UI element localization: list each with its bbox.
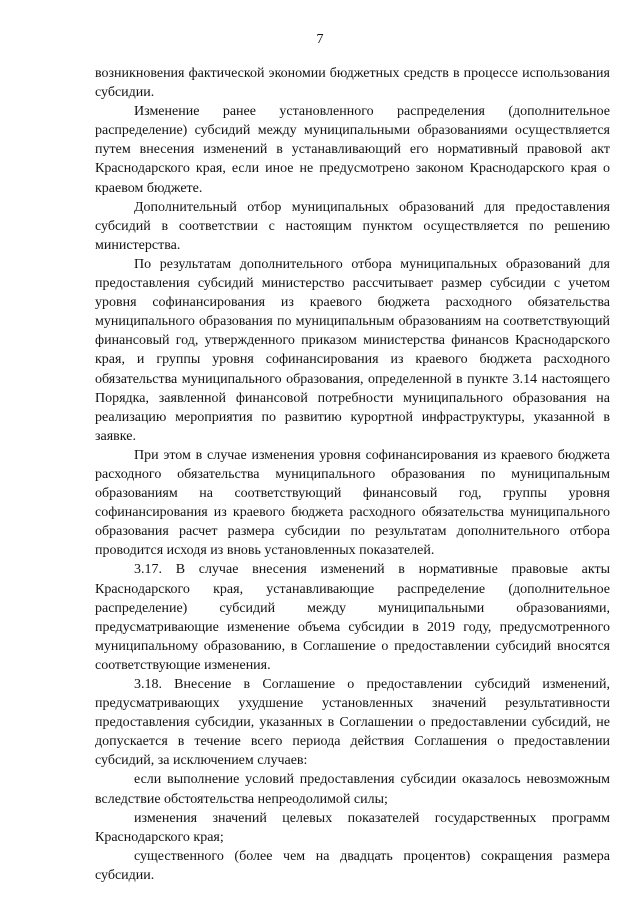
- paragraph-exception-reduction: существенного (более чем на двадцать процентов) сокращения размера субсидии.: [95, 848, 610, 883]
- paragraph-exception-target-indicators: изменения значений целевых показателей государственных программ Краснодарского края;: [95, 810, 610, 845]
- document-body: [95, 64, 610, 885]
- paragraph-clause-3-18: 3.18. Внесение в Соглашение о предоставлении субсидий изменений, предусматривающих ухудшение установленных значений результативности предоставления субсидии, указанных в Соглашении о предоставлении субсидий, не допускается в течение всего периода действия Соглашения о предоставлении субсидий, за исключением случаев:: [95, 677, 610, 769]
- page-number: 7: [316, 32, 324, 47]
- paragraph-exception-force-majeure: если выполнение условий предоставления субсидии оказалось невозможным вследствие обстоятельства непреодолимой силы;: [95, 772, 610, 807]
- paragraph-continuation: возникновения фактической экономии бюджетных средств в процессе использования субсидии.: [95, 66, 610, 101]
- paragraph-subsidy-calculation: По результатам дополнительного отбора муниципальных образований для предоставления субсидий министерство рассчитывает размер субсидии с учетом уровня софинансирования из краевого бюджета расходного обязательства муниципального образования по муниципальным образованиям на соответствующий финансовый год, утвержденного приказом министерства финансов Краснодарского края, и группы уровня софинансирования из краевого бюджета расходного обязательства муниципального образования, определенной в пункте 3.14 настоящего Порядка, заявленной финансовой потребности муниципального образования на реализацию мероприятия по развитию курортной инфраструктуры, указанной в заявке.: [95, 256, 610, 444]
- paragraph-clause-3-17: 3.17. В случае внесения изменений в нормативные правовые акты Краснодарского края, устанавливающие распределение (дополнительное распределение) субсидий между муниципальными образованиями, предусматривающие изменение объема субсидии в 2019 году, предусмотренного муниципальному образованию, в Соглашение о предоставлении субсидий вносятся соответствующие изменения.: [95, 562, 610, 673]
- paragraph-cofinancing-change: При этом в случае изменения уровня софинансирования из краевого бюджета расходного обязательства муниципального образования по муниципальным образованиям на соответствующий финансовый год, группы уровня софинансирования из краевого бюджета расходного обязательства муниципального образования расчет размера субсидии по результатам дополнительного отбора проводится исходя из вновь установленных показателей.: [95, 447, 610, 559]
- paragraph-redistribution: Изменение ранее установленного распределения (дополнительное распределение) субсидий между муниципальными образованиями осуществляется путем внесения изменений в устанавливающий его нормативный правовой акт Краснодарского края, если иное не предусмотрено законом Краснодарского края о краевом бюджете.: [95, 104, 610, 196]
- paragraph-additional-selection: Дополнительный отбор муниципальных образований для предоставления субсидий в соответствии с настоящим пунктом осуществляется по решению министерства.: [95, 199, 610, 253]
